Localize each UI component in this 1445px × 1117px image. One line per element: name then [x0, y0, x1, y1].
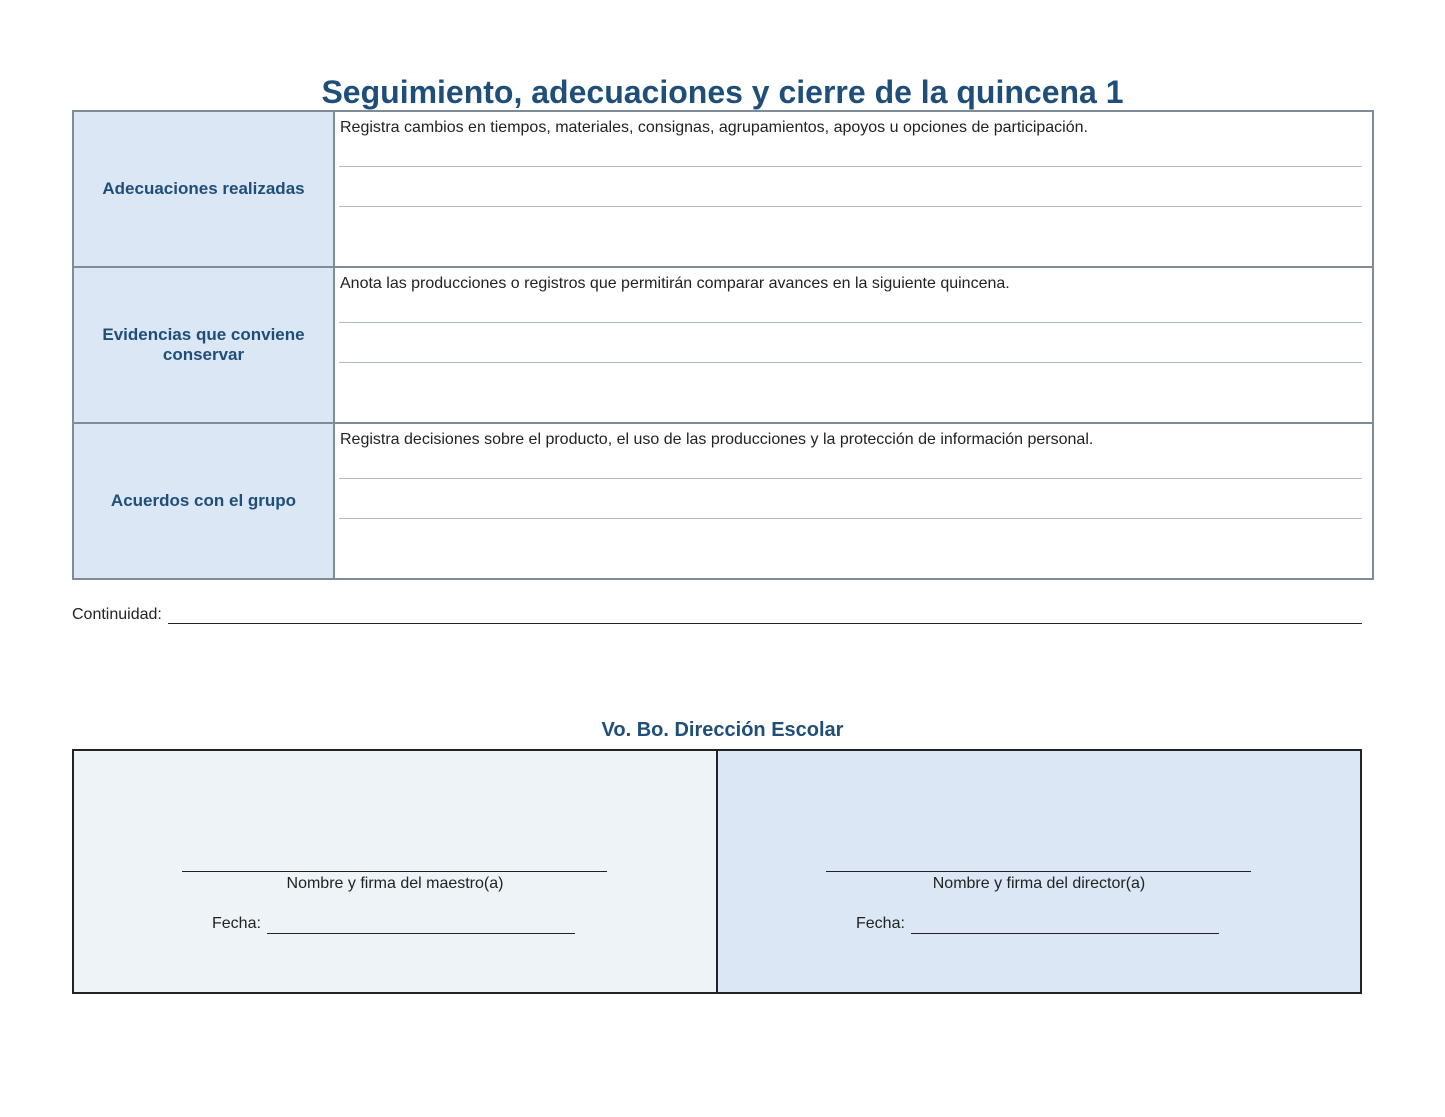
- row-prompt: Anota las producciones o registros que permitirán comparar avances en la siguiente quincena.: [340, 275, 1010, 292]
- director-signature-panel: [718, 751, 1360, 992]
- teacher-date-label: Fecha:: [212, 915, 261, 932]
- write-area-adecuaciones[interactable]: [334, 111, 1373, 267]
- table-row-acuerdos: [73, 423, 1373, 579]
- table-row-adecuaciones: [73, 111, 1373, 267]
- page-title: Seguimiento, adecuaciones y cierre de la quincena 1: [321, 74, 1124, 110]
- director-signature-line[interactable]: [826, 871, 1251, 872]
- writing-line: [339, 323, 1362, 363]
- row-label: Acuerdos con el grupo: [73, 423, 334, 579]
- follow-up-table: [72, 110, 1374, 580]
- teacher-date-line[interactable]: [267, 915, 575, 934]
- writing-line: [339, 167, 1362, 207]
- approval-title: Vo. Bo. Dirección Escolar: [601, 719, 844, 741]
- write-area-evidencias[interactable]: [334, 267, 1373, 423]
- row-label: Adecuaciones realizadas: [73, 111, 334, 267]
- director-date-label: Fecha:: [856, 915, 905, 932]
- writing-lines: [339, 294, 1362, 363]
- writing-line: [339, 479, 1362, 519]
- writing-line: [339, 294, 1362, 323]
- row-label: Evidencias que conviene conservar: [73, 267, 334, 423]
- director-date-field: [856, 914, 1219, 934]
- writing-line: [339, 450, 1362, 479]
- continuity-line[interactable]: [168, 605, 1362, 624]
- director-date-line[interactable]: [911, 915, 1219, 934]
- row-prompt: Registra decisiones sobre el producto, el uso de las producciones y la protección de información personal.: [340, 431, 1094, 448]
- continuity-label: Continuidad:: [72, 606, 162, 623]
- continuity-field: [72, 605, 1362, 624]
- signature-box: [72, 749, 1362, 994]
- director-signature-caption: Nombre y firma del director(a): [932, 875, 1146, 892]
- teacher-signature-caption: Nombre y firma del maestro(a): [286, 875, 504, 892]
- row-prompt: Registra cambios en tiempos, materiales, consignas, agrupamientos, apoyos u opciones de participación.: [340, 119, 1088, 136]
- table-row-evidencias: [73, 267, 1373, 423]
- teacher-signature-panel: [74, 751, 718, 992]
- teacher-date-field: [212, 914, 575, 934]
- writing-lines: [339, 138, 1362, 207]
- writing-lines: [339, 450, 1362, 519]
- writing-line: [339, 138, 1362, 167]
- write-area-acuerdos[interactable]: [334, 423, 1373, 579]
- teacher-signature-line[interactable]: [182, 871, 607, 872]
